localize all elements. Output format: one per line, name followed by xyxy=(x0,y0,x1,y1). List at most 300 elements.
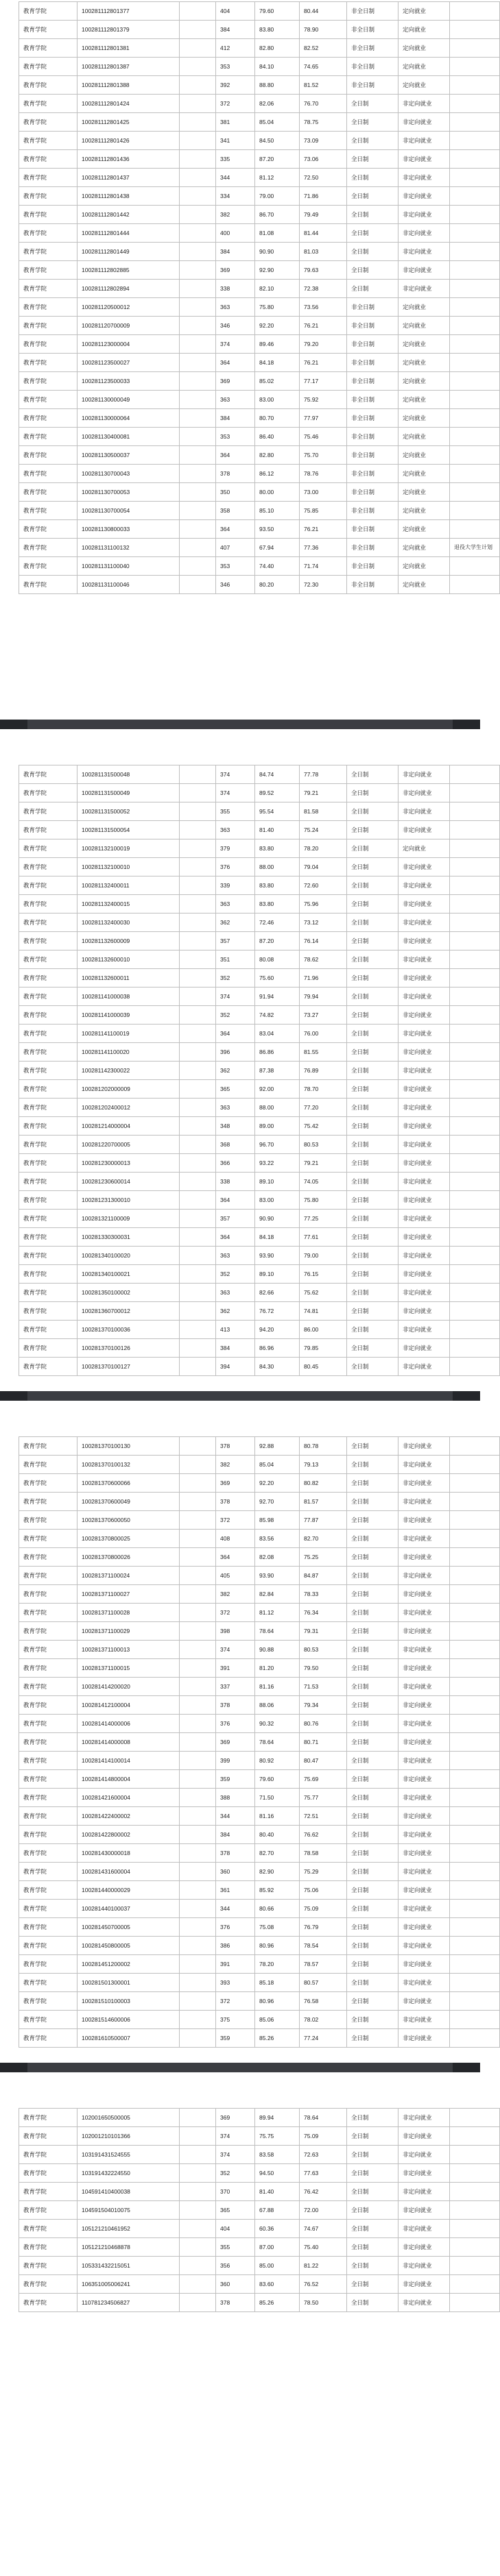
total-score-cell: 77.36 xyxy=(300,539,347,557)
employment-type-cell: 非定向就业 xyxy=(398,1955,450,1974)
note-cell xyxy=(450,2183,500,2201)
retest-score-cell: 83.80 xyxy=(255,21,300,39)
name-cell xyxy=(180,446,216,465)
total-score-cell: 80.71 xyxy=(300,1733,347,1752)
name-cell xyxy=(180,113,216,132)
candidate-id-cell: 100281350100002 xyxy=(78,1284,180,1302)
employment-type-cell: 定向就业 xyxy=(398,39,450,58)
college-cell: 教育学院 xyxy=(19,1247,78,1265)
retest-score-cell: 94.50 xyxy=(255,2164,300,2183)
note-cell xyxy=(450,765,500,784)
note-cell xyxy=(450,1358,500,1376)
study-type-cell: 全日制 xyxy=(347,2146,398,2164)
college-cell: 教育学院 xyxy=(19,1025,78,1043)
page-4 xyxy=(0,2072,480,2576)
candidate-id-cell: 100281370800025 xyxy=(78,1530,180,1548)
total-score-cell: 78.90 xyxy=(300,21,347,39)
study-type-cell: 全日制 xyxy=(347,1548,398,1567)
retest-score-cell: 87.20 xyxy=(255,932,300,950)
employment-type-cell: 非定向就业 xyxy=(398,224,450,243)
note-cell xyxy=(450,2164,500,2183)
initial-score-cell: 394 xyxy=(216,1358,255,1376)
name-cell xyxy=(180,95,216,113)
table-body xyxy=(19,2109,500,2312)
score-table-4 xyxy=(19,2108,500,2312)
note-cell xyxy=(450,1228,500,1247)
college-cell: 教育学院 xyxy=(19,1604,78,1622)
note-cell xyxy=(450,335,500,354)
study-type-cell: 全日制 xyxy=(347,1173,398,1191)
college-cell: 教育学院 xyxy=(19,1974,78,1992)
name-cell xyxy=(180,1567,216,1585)
total-score-cell: 74.67 xyxy=(300,2220,347,2238)
name-cell xyxy=(180,2275,216,2294)
study-type-cell: 全日制 xyxy=(347,1585,398,1604)
note-cell xyxy=(450,483,500,502)
total-score-cell: 76.21 xyxy=(300,354,347,372)
note-cell xyxy=(450,1955,500,1974)
name-cell xyxy=(180,1358,216,1376)
total-score-cell: 79.94 xyxy=(300,988,347,1006)
employment-type-cell: 非定向就业 xyxy=(398,1173,450,1191)
employment-type-cell: 非定向就业 xyxy=(398,2164,450,2183)
initial-score-cell: 372 xyxy=(216,1511,255,1530)
table-row xyxy=(19,1173,500,1191)
note-cell xyxy=(450,520,500,539)
candidate-id-cell: 100281330300031 xyxy=(78,1228,180,1247)
name-cell xyxy=(180,2238,216,2257)
total-score-cell: 72.30 xyxy=(300,576,347,594)
note-cell xyxy=(450,354,500,372)
college-cell: 教育学院 xyxy=(19,1511,78,1530)
college-cell: 教育学院 xyxy=(19,1493,78,1511)
college-cell: 教育学院 xyxy=(19,2238,78,2257)
candidate-id-cell: 100281370600066 xyxy=(78,1474,180,1493)
initial-score-cell: 363 xyxy=(216,1099,255,1117)
total-score-cell: 74.65 xyxy=(300,58,347,76)
initial-score-cell: 363 xyxy=(216,821,255,839)
initial-score-cell: 379 xyxy=(216,839,255,858)
employment-type-cell: 非定向就业 xyxy=(398,150,450,169)
total-score-cell: 80.47 xyxy=(300,1752,347,1770)
note-cell xyxy=(450,1918,500,1937)
candidate-id-cell: 100281431600004 xyxy=(78,1863,180,1881)
study-type-cell: 非全日制 xyxy=(347,557,398,576)
employment-type-cell: 非定向就业 xyxy=(398,2220,450,2238)
name-cell xyxy=(180,354,216,372)
retest-score-cell: 93.22 xyxy=(255,1154,300,1173)
employment-type-cell: 定向就业 xyxy=(398,391,450,409)
college-cell: 教育学院 xyxy=(19,1302,78,1321)
study-type-cell: 全日制 xyxy=(347,1992,398,2011)
retest-score-cell: 83.58 xyxy=(255,2146,300,2164)
table-row xyxy=(19,113,500,132)
retest-score-cell: 82.06 xyxy=(255,95,300,113)
employment-type-cell: 非定向就业 xyxy=(398,1604,450,1622)
name-cell xyxy=(180,950,216,969)
college-cell: 教育学院 xyxy=(19,1358,78,1376)
study-type-cell: 全日制 xyxy=(347,1154,398,1173)
study-type-cell: 非全日制 xyxy=(347,520,398,539)
initial-score-cell: 391 xyxy=(216,1955,255,1974)
study-type-cell: 全日制 xyxy=(347,765,398,784)
retest-score-cell: 83.00 xyxy=(255,1191,300,1210)
candidate-id-cell: 100281112801387 xyxy=(78,58,180,76)
note-cell xyxy=(450,2275,500,2294)
college-cell: 教育学院 xyxy=(19,969,78,988)
college-cell: 教育学院 xyxy=(19,1321,78,1339)
retest-score-cell: 85.26 xyxy=(255,2294,300,2312)
employment-type-cell: 非定向就业 xyxy=(398,169,450,187)
employment-type-cell: 非定向就业 xyxy=(398,1770,450,1789)
initial-score-cell: 374 xyxy=(216,988,255,1006)
retest-score-cell: 74.82 xyxy=(255,1006,300,1025)
table-row xyxy=(19,1136,500,1154)
retest-score-cell: 92.00 xyxy=(255,1080,300,1099)
table-row xyxy=(19,1284,500,1302)
employment-type-cell: 非定向就业 xyxy=(398,802,450,821)
college-cell: 教育学院 xyxy=(19,1937,78,1955)
candidate-id-cell: 100281132600009 xyxy=(78,932,180,950)
initial-score-cell: 338 xyxy=(216,1173,255,1191)
total-score-cell: 72.50 xyxy=(300,169,347,187)
retest-score-cell: 82.90 xyxy=(255,1863,300,1881)
retest-score-cell: 82.70 xyxy=(255,1844,300,1863)
employment-type-cell: 非定向就业 xyxy=(398,1530,450,1548)
table-row xyxy=(19,1247,500,1265)
name-cell xyxy=(180,483,216,502)
note-cell xyxy=(450,1006,500,1025)
initial-score-cell: 393 xyxy=(216,1974,255,1992)
retest-score-cell: 92.70 xyxy=(255,1493,300,1511)
note-cell xyxy=(450,1062,500,1080)
note-cell xyxy=(450,187,500,206)
name-cell xyxy=(180,1641,216,1659)
total-score-cell: 72.60 xyxy=(300,876,347,895)
employment-type-cell: 定向就业 xyxy=(398,76,450,95)
table-row xyxy=(19,2257,500,2275)
table-row xyxy=(19,1696,500,1715)
candidate-id-cell: 100281123500027 xyxy=(78,354,180,372)
study-type-cell: 全日制 xyxy=(347,2029,398,2048)
name-cell xyxy=(180,876,216,895)
name-cell xyxy=(180,150,216,169)
college-cell: 教育学院 xyxy=(19,428,78,446)
candidate-id-cell: 100281220700005 xyxy=(78,1136,180,1154)
college-cell: 教育学院 xyxy=(19,932,78,950)
college-cell: 教育学院 xyxy=(19,765,78,784)
retest-score-cell: 81.08 xyxy=(255,224,300,243)
candidate-id-cell: 100281131100046 xyxy=(78,576,180,594)
study-type-cell: 非全日制 xyxy=(347,39,398,58)
name-cell xyxy=(180,187,216,206)
note-cell xyxy=(450,802,500,821)
employment-type-cell: 非定向就业 xyxy=(398,1622,450,1641)
retest-score-cell: 82.10 xyxy=(255,280,300,298)
candidate-id-cell: 100281131500052 xyxy=(78,802,180,821)
retest-score-cell: 88.00 xyxy=(255,858,300,876)
initial-score-cell: 338 xyxy=(216,280,255,298)
employment-type-cell: 非定向就业 xyxy=(398,1937,450,1955)
retest-score-cell: 93.90 xyxy=(255,1247,300,1265)
initial-score-cell: 360 xyxy=(216,2275,255,2294)
note-cell xyxy=(450,1641,500,1659)
employment-type-cell: 非定向就业 xyxy=(398,95,450,113)
study-type-cell: 全日制 xyxy=(347,950,398,969)
retest-score-cell: 93.90 xyxy=(255,1567,300,1585)
candidate-id-cell: 100281132400011 xyxy=(78,876,180,895)
study-type-cell: 全日制 xyxy=(347,1641,398,1659)
table-row xyxy=(19,21,500,39)
name-cell xyxy=(180,2029,216,2048)
retest-score-cell: 75.80 xyxy=(255,298,300,317)
candidate-id-cell: 100281130400081 xyxy=(78,428,180,446)
employment-type-cell: 非定向就业 xyxy=(398,1918,450,1937)
retest-score-cell: 84.10 xyxy=(255,58,300,76)
note-cell xyxy=(450,2109,500,2127)
retest-score-cell: 81.12 xyxy=(255,1604,300,1622)
initial-score-cell: 355 xyxy=(216,802,255,821)
name-cell xyxy=(180,1992,216,2011)
table-row xyxy=(19,1881,500,1900)
total-score-cell: 75.77 xyxy=(300,1789,347,1807)
study-type-cell: 全日制 xyxy=(347,1339,398,1358)
study-type-cell: 全日制 xyxy=(347,113,398,132)
retest-score-cell: 83.00 xyxy=(255,391,300,409)
candidate-id-cell: 100281132100019 xyxy=(78,839,180,858)
initial-score-cell: 353 xyxy=(216,557,255,576)
note-cell xyxy=(450,1937,500,1955)
college-cell: 教育学院 xyxy=(19,1437,78,1456)
total-score-cell: 77.63 xyxy=(300,2164,347,2183)
note-cell xyxy=(450,1992,500,2011)
candidate-id-cell: 100281141100020 xyxy=(78,1043,180,1062)
name-cell xyxy=(180,1918,216,1937)
initial-score-cell: 404 xyxy=(216,2,255,21)
note-cell xyxy=(450,428,500,446)
table-row xyxy=(19,1585,500,1604)
study-type-cell: 全日制 xyxy=(347,1567,398,1585)
total-score-cell: 79.00 xyxy=(300,1247,347,1265)
table-row xyxy=(19,1210,500,1228)
name-cell xyxy=(180,39,216,58)
retest-score-cell: 78.20 xyxy=(255,1955,300,1974)
employment-type-cell: 非定向就业 xyxy=(398,132,450,150)
table-row xyxy=(19,1191,500,1210)
candidate-id-cell: 100281610500007 xyxy=(78,2029,180,2048)
study-type-cell: 全日制 xyxy=(347,169,398,187)
table-row xyxy=(19,895,500,913)
initial-score-cell: 362 xyxy=(216,1302,255,1321)
table-row xyxy=(19,1080,500,1099)
college-cell: 教育学院 xyxy=(19,243,78,261)
college-cell: 教育学院 xyxy=(19,2127,78,2146)
retest-score-cell: 85.04 xyxy=(255,1456,300,1474)
note-cell xyxy=(450,821,500,839)
employment-type-cell: 非定向就业 xyxy=(398,1339,450,1358)
note-cell xyxy=(450,1567,500,1585)
table-row xyxy=(19,224,500,243)
retest-score-cell: 79.00 xyxy=(255,187,300,206)
total-score-cell: 79.13 xyxy=(300,1456,347,1474)
initial-score-cell: 355 xyxy=(216,2238,255,2257)
study-type-cell: 全日制 xyxy=(347,1844,398,1863)
retest-score-cell: 80.08 xyxy=(255,950,300,969)
employment-type-cell: 非定向就业 xyxy=(398,950,450,969)
name-cell xyxy=(180,1770,216,1789)
candidate-id-cell: 100281131100132 xyxy=(78,539,180,557)
college-cell: 教育学院 xyxy=(19,132,78,150)
note-cell xyxy=(450,132,500,150)
candidate-id-cell: 102001650500005 xyxy=(78,2109,180,2127)
total-score-cell: 73.12 xyxy=(300,913,347,932)
initial-score-cell: 384 xyxy=(216,21,255,39)
employment-type-cell: 非定向就业 xyxy=(398,1881,450,1900)
employment-type-cell: 非定向就业 xyxy=(398,1493,450,1511)
employment-type-cell: 非定向就业 xyxy=(398,1247,450,1265)
initial-score-cell: 362 xyxy=(216,1062,255,1080)
total-score-cell: 86.00 xyxy=(300,1321,347,1339)
note-cell xyxy=(450,1474,500,1493)
candidate-id-cell: 100281370100130 xyxy=(78,1437,180,1456)
study-type-cell: 全日制 xyxy=(347,2257,398,2275)
name-cell xyxy=(180,1604,216,1622)
study-type-cell: 全日制 xyxy=(347,1284,398,1302)
study-type-cell: 全日制 xyxy=(347,2238,398,2257)
initial-score-cell: 365 xyxy=(216,2201,255,2220)
name-cell xyxy=(180,1099,216,1117)
retest-score-cell: 82.84 xyxy=(255,1585,300,1604)
note-cell xyxy=(450,1136,500,1154)
initial-score-cell: 350 xyxy=(216,483,255,502)
study-type-cell: 全日制 xyxy=(347,280,398,298)
candidate-id-cell: 100281141100019 xyxy=(78,1025,180,1043)
study-type-cell: 全日制 xyxy=(347,1191,398,1210)
name-cell xyxy=(180,1659,216,1678)
retest-score-cell: 93.50 xyxy=(255,520,300,539)
initial-score-cell: 364 xyxy=(216,1191,255,1210)
note-cell xyxy=(450,1025,500,1043)
retest-score-cell: 87.00 xyxy=(255,2238,300,2257)
study-type-cell: 全日制 xyxy=(347,1006,398,1025)
initial-score-cell: 353 xyxy=(216,428,255,446)
total-score-cell: 75.40 xyxy=(300,2238,347,2257)
note-cell xyxy=(450,2201,500,2220)
candidate-id-cell: 100281132600010 xyxy=(78,950,180,969)
initial-score-cell: 382 xyxy=(216,1585,255,1604)
college-cell: 教育学院 xyxy=(19,1844,78,1863)
total-score-cell: 78.50 xyxy=(300,2294,347,2312)
candidate-id-cell: 100281112801381 xyxy=(78,39,180,58)
table-row xyxy=(19,335,500,354)
total-score-cell: 71.96 xyxy=(300,969,347,988)
name-cell xyxy=(180,2201,216,2220)
college-cell: 教育学院 xyxy=(19,1770,78,1789)
initial-score-cell: 362 xyxy=(216,913,255,932)
note-cell xyxy=(450,2146,500,2164)
study-type-cell: 全日制 xyxy=(347,1789,398,1807)
employment-type-cell: 非定向就业 xyxy=(398,1358,450,1376)
note-cell xyxy=(450,1530,500,1548)
note-cell xyxy=(450,1622,500,1641)
name-cell xyxy=(180,913,216,932)
candidate-id-cell: 100281141000039 xyxy=(78,1006,180,1025)
study-type-cell: 全日制 xyxy=(347,224,398,243)
table-row xyxy=(19,280,500,298)
employment-type-cell: 非定向就业 xyxy=(398,2127,450,2146)
employment-type-cell: 定向就业 xyxy=(398,465,450,483)
table-row xyxy=(19,1117,500,1136)
study-type-cell: 非全日制 xyxy=(347,298,398,317)
college-cell: 教育学院 xyxy=(19,1006,78,1025)
note-cell xyxy=(450,1302,500,1321)
study-type-cell: 全日制 xyxy=(347,784,398,802)
note-cell xyxy=(450,1789,500,1807)
retest-score-cell: 89.10 xyxy=(255,1265,300,1284)
candidate-id-cell: 100281131500054 xyxy=(78,821,180,839)
retest-score-cell: 86.86 xyxy=(255,1043,300,1062)
total-score-cell: 80.76 xyxy=(300,1715,347,1733)
total-score-cell: 75.69 xyxy=(300,1770,347,1789)
college-cell: 教育学院 xyxy=(19,2146,78,2164)
college-cell: 教育学院 xyxy=(19,261,78,280)
retest-score-cell: 88.00 xyxy=(255,1099,300,1117)
table-row xyxy=(19,2146,500,2164)
note-cell xyxy=(450,21,500,39)
page-divider xyxy=(0,1391,480,1401)
retest-score-cell: 80.92 xyxy=(255,1752,300,1770)
initial-score-cell: 378 xyxy=(216,1696,255,1715)
college-cell: 教育学院 xyxy=(19,1585,78,1604)
candidate-id-cell: 100281112801424 xyxy=(78,95,180,113)
table-row xyxy=(19,1900,500,1918)
employment-type-cell: 非定向就业 xyxy=(398,1974,450,1992)
initial-score-cell: 374 xyxy=(216,2146,255,2164)
college-cell: 教育学院 xyxy=(19,2294,78,2312)
note-cell xyxy=(450,1265,500,1284)
candidate-id-cell: 100281370100126 xyxy=(78,1339,180,1358)
retest-score-cell: 96.70 xyxy=(255,1136,300,1154)
employment-type-cell: 定向就业 xyxy=(398,354,450,372)
candidate-id-cell: 100281112801437 xyxy=(78,169,180,187)
table-row xyxy=(19,1678,500,1696)
table-row xyxy=(19,465,500,483)
table-row xyxy=(19,39,500,58)
candidate-id-cell: 102001210101366 xyxy=(78,2127,180,2146)
total-score-cell: 72.00 xyxy=(300,2201,347,2220)
retest-score-cell: 67.94 xyxy=(255,539,300,557)
table-row xyxy=(19,483,500,502)
note-cell xyxy=(450,1715,500,1733)
study-type-cell: 非全日制 xyxy=(347,372,398,391)
retest-score-cell: 89.46 xyxy=(255,335,300,354)
college-cell: 教育学院 xyxy=(19,1826,78,1844)
name-cell xyxy=(180,261,216,280)
candidate-id-cell: 105331432215051 xyxy=(78,2257,180,2275)
retest-score-cell: 85.10 xyxy=(255,502,300,520)
candidate-id-cell: 100281440000029 xyxy=(78,1881,180,1900)
total-score-cell: 72.38 xyxy=(300,280,347,298)
candidate-id-cell: 100281132400015 xyxy=(78,895,180,913)
note-cell xyxy=(450,1117,500,1136)
employment-type-cell: 非定向就业 xyxy=(398,1228,450,1247)
college-cell: 教育学院 xyxy=(19,895,78,913)
college-cell: 教育学院 xyxy=(19,187,78,206)
initial-score-cell: 366 xyxy=(216,1154,255,1173)
employment-type-cell: 非定向就业 xyxy=(398,913,450,932)
note-cell: 退役大学生计划 xyxy=(450,539,500,557)
note-cell xyxy=(450,858,500,876)
